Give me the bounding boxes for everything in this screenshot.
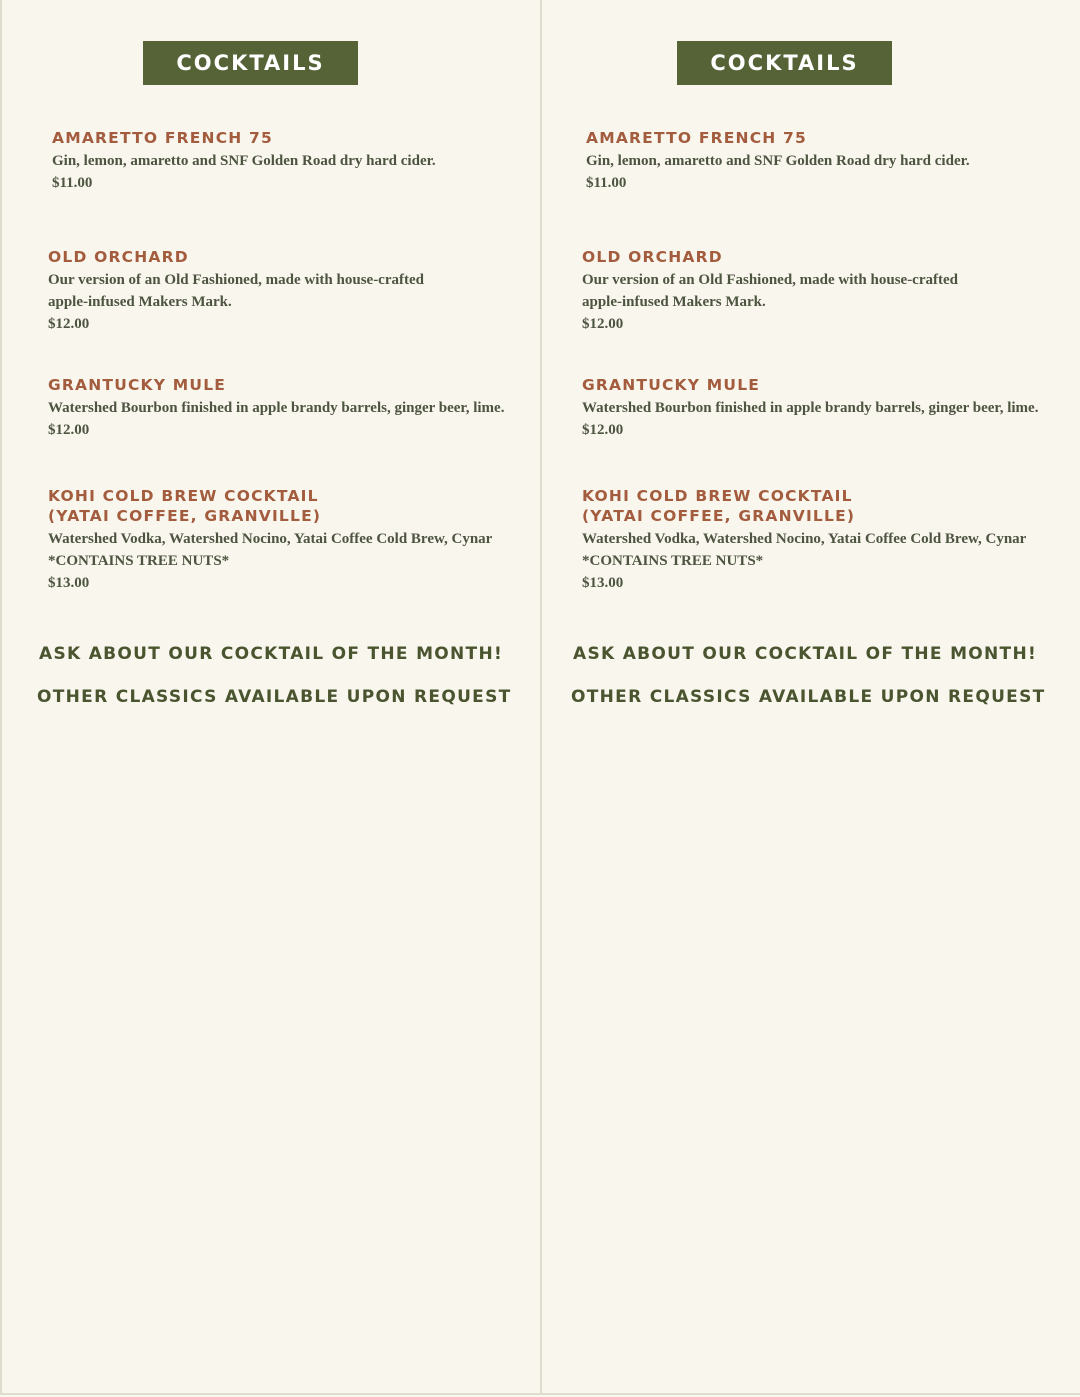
item-price: $13.00 bbox=[582, 575, 624, 591]
item-price: $13.00 bbox=[48, 575, 90, 591]
cocktail-of-month-note: ASK ABOUT OUR COCKTAIL OF THE MONTH! bbox=[573, 644, 1038, 664]
item-price: $11.00 bbox=[52, 175, 93, 191]
item-description: Watershed Vodka, Watershed Nocino, Yatai Coffee Cold Brew, Cynar *CONTAINS TREE NUTS* bbox=[582, 531, 1027, 569]
item-price: $12.00 bbox=[582, 316, 624, 332]
item-name: GRANTUCKY MULE bbox=[582, 376, 761, 394]
menu-item bbox=[582, 247, 958, 335]
item-description: Watershed Bourbon finished in apple brandy barrels, ginger beer, lime. bbox=[582, 400, 1039, 416]
menu-item bbox=[48, 486, 492, 594]
menu-panel-left bbox=[0, 0, 540, 1395]
item-price: $12.00 bbox=[582, 422, 624, 438]
item-description: Gin, lemon, amaretto and SNF Golden Road dry hard cider. bbox=[52, 153, 436, 169]
section-header: COCKTAILS bbox=[143, 41, 358, 85]
classics-note: OTHER CLASSICS AVAILABLE UPON REQUEST bbox=[571, 687, 1046, 707]
item-name: OLD ORCHARD bbox=[582, 248, 723, 266]
item-description: Gin, lemon, amaretto and SNF Golden Road dry hard cider. bbox=[586, 153, 970, 169]
menu-item bbox=[48, 247, 424, 335]
item-name: KOHI COLD BREW COCKTAIL (YATAI COFFEE, GRANVILLE) bbox=[582, 487, 856, 525]
section-header: COCKTAILS bbox=[677, 41, 892, 85]
menu-item bbox=[582, 486, 1026, 594]
item-description: Watershed Bourbon finished in apple brandy barrels, ginger beer, lime. bbox=[48, 400, 505, 416]
cocktail-of-month-note: ASK ABOUT OUR COCKTAIL OF THE MONTH! bbox=[39, 644, 504, 664]
menu-panel-right bbox=[540, 0, 1080, 1395]
item-name: KOHI COLD BREW COCKTAIL (YATAI COFFEE, GRANVILLE) bbox=[48, 487, 322, 525]
item-price: $12.00 bbox=[48, 422, 90, 438]
item-name: GRANTUCKY MULE bbox=[48, 376, 227, 394]
item-price: $12.00 bbox=[48, 316, 90, 332]
item-description: Our version of an Old Fashioned, made with house-crafted apple-infused Makers Mark. bbox=[48, 272, 424, 310]
menu-item bbox=[582, 375, 1038, 441]
item-description: Our version of an Old Fashioned, made with house-crafted apple-infused Makers Mark. bbox=[582, 272, 958, 310]
menu-item bbox=[52, 128, 436, 194]
menu-item bbox=[48, 375, 504, 441]
item-name: OLD ORCHARD bbox=[48, 248, 189, 266]
classics-note: OTHER CLASSICS AVAILABLE UPON REQUEST bbox=[37, 687, 512, 707]
menu-item bbox=[586, 128, 970, 194]
item-price: $11.00 bbox=[586, 175, 627, 191]
item-name: AMARETTO FRENCH 75 bbox=[52, 129, 274, 147]
item-name: AMARETTO FRENCH 75 bbox=[586, 129, 808, 147]
item-description: Watershed Vodka, Watershed Nocino, Yatai Coffee Cold Brew, Cynar *CONTAINS TREE NUTS* bbox=[48, 531, 493, 569]
